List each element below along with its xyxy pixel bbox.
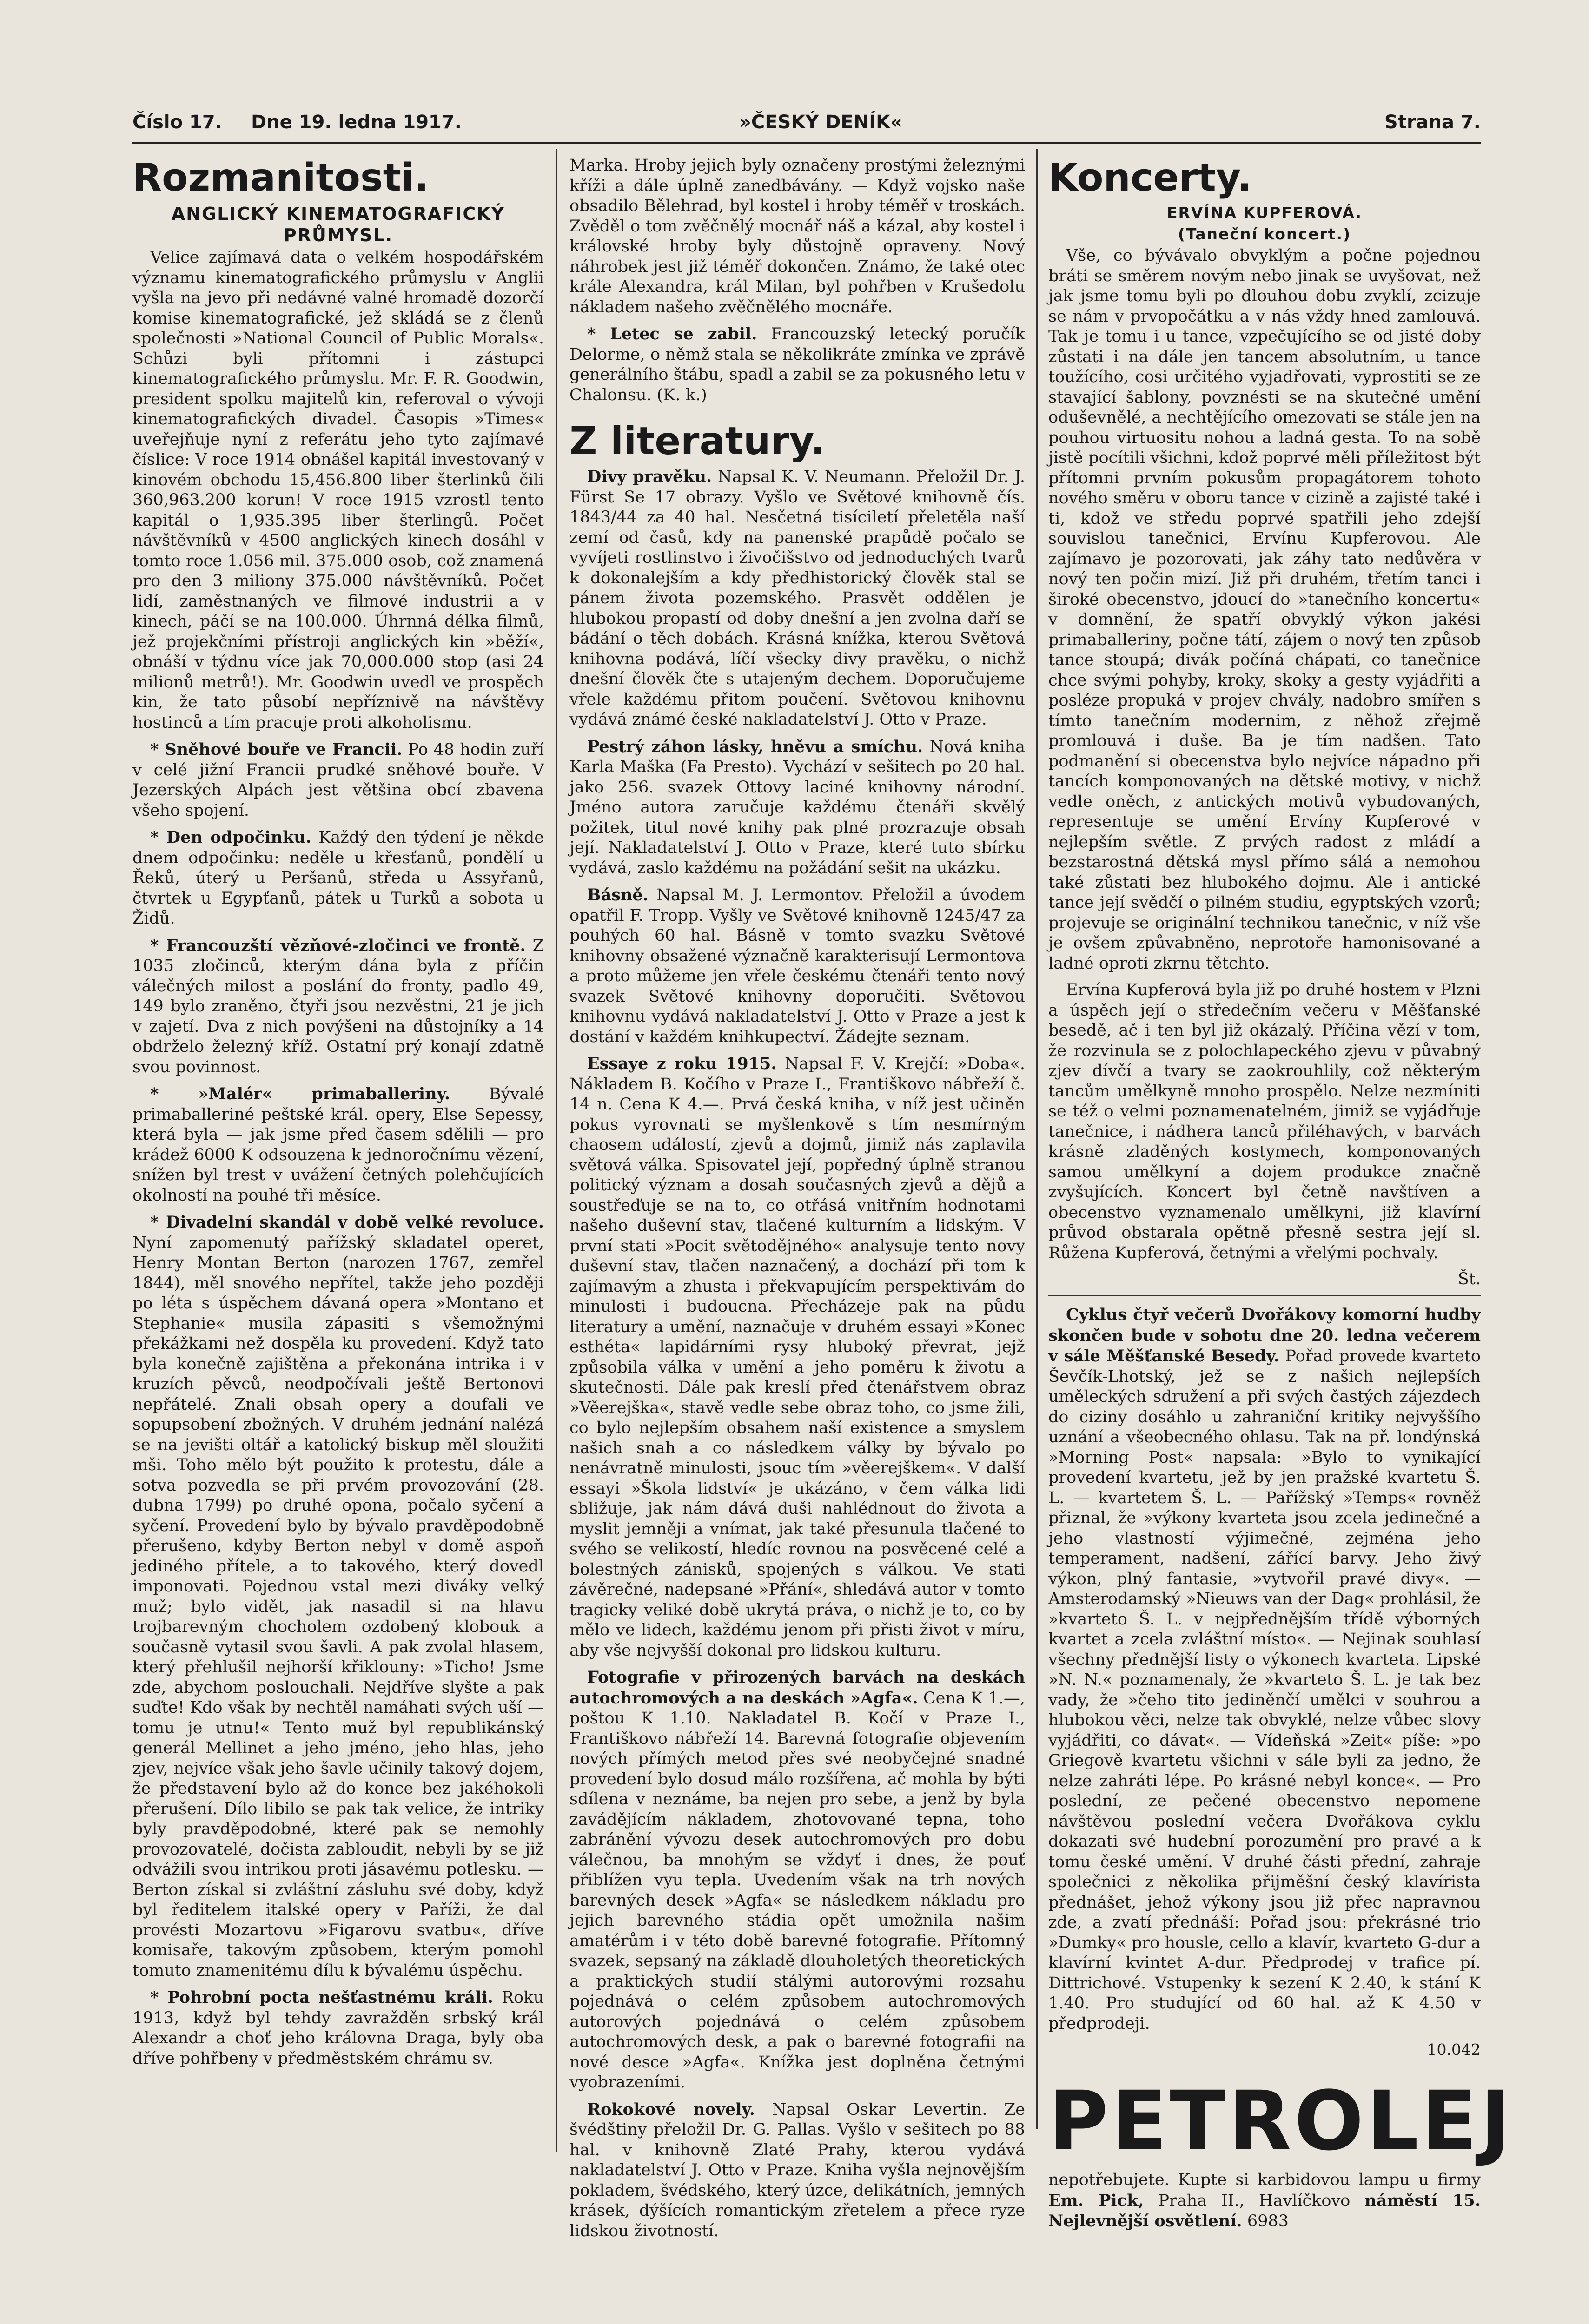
review-text: Nová kniha Karla Maška (Fa Presto). Vychází v sešitech po 20 hal. jako 256. svazek Ottovy laciné knihovny národní. Jméno autora zaručuje každému čtenáři skvělý požitek, titul nové knihy pak plné prozrazuje obsah její. Nakladatelství J. Otto v Praze, které tuto sbírku vydává, zaslo každému na požádání sešit na ukázku.	[569, 737, 1025, 878]
column-1	[132, 156, 544, 2187]
article-title-kinematograf: ANGLICKÝ KINEMATOGRAFICKÝ PRŮMYSL.	[171, 204, 505, 245]
review-basne	[569, 885, 1025, 1047]
review-divy-praveku	[569, 467, 1025, 730]
section-title-literatura: Z literatury.	[569, 419, 825, 463]
column-rule-1	[556, 149, 557, 2152]
news-text: Bývalé primaballeriné peštské král. opery, Else Sepessy, která byla — jak jsme před časem sdělili — pro krádež 6000 K odsouzena k jednoročnímu vězení, snížen byl trest v uvážení četných polehčujících okolností na pouhé tři měsíce.	[132, 1085, 544, 1205]
section-separator	[1048, 1295, 1481, 1296]
review-text: Napsal K. V. Neumann. Přeložil Dr. J. Fürst Se 17 obrazy. Vyšlo ve Světové knihovně čís. 1843/44 za 40 hal. Nesčetná tisíciletí přeletěla naší zemí od časů, kdy na panenské prapůdě počalo se vyvíjeti rostlinstvo i živočišstvo od jednoduchých tvarů k dokonalejším a kdy předhistorický člověk stal se pánem života pozemského. Prasvět oddělen je hlubokou propastí od doby dnešní a jen zvolna daří se bádání o těch dobách. Krásná knížka, kterou Světová knihovna podává, líčí všecky divy pravěku, o nichž dnešní člověk čte s utajeným dechem. Doporučujeme vřele každému přitom poučení. Světovou knihovnu vydává známé české nakladatelství J. Otto v Praze.	[569, 468, 1025, 729]
section-title-rozmanitosti: Rozmanitosti.	[132, 156, 429, 200]
continued-text: Marka. Hroby jejich byly označeny prostými železnými kříži a dále úplně zanedbávány. — Když vojsko naše obsadilo Bělehrad, byl kostel i hroby téměř v troskách. Zvěděl o tom zvěčnělý mocnář náš a kázal, aby kostel i královské hroby byly důstojně opraveny. Nový náhrobek jest již téměř dokončen. Známo, že také otec krále Alexandra, král Milan, byl pohřben v Krušedolu nákladem našeho zvěčnělého mocnáře.	[569, 156, 1025, 317]
news-text: Každý den týdení je někde dnem odpočinku: neděle u křesťanů, pondělí u Řeků, úterý u Peršanů, středa u Assyřanů, čtvrtek u Egypťanů, pátek u Turků a sobota u Židů.	[132, 828, 544, 928]
review-essaye	[569, 1054, 1025, 1661]
ad-title-petrolej: PETROLEJ	[1048, 2073, 1514, 2169]
news-item-francouzsti-vezni	[132, 936, 544, 1078]
review-text: Napsal F. V. Krejčí: »Doba«. Nákladem B. Kočího v Praze I., Františkovo nábřeží č. 14 n. Cena K 4.—. Prvá česká kniha, v níž jest učiněn pokus vyrovnati se myšlenkově s tím nesmírným chaosem událostí, zjevů a dojmů, jimiž nás zaplavila světová válka. Spisovatel její, popředný úplně stranou politický význam a dosah současných zjevů a dějů a soustřeďuje se na to, co otřásá vnitřním hodnotami našeho duševní stav, tlačené kulturním a lidským. V první stati »Pocit světodějného« analysuje tento novy duševní stav, tlačen naznačený, a dochází při tom k zajímavým a zhusta i překvapujícím perspektivám do minulosti i budoucna. Přecházeje pak na půdu literatury a umění, naznačuje v druhém essayi »Konec esthéta« lapidárními rysy hluboký převrat, jejž způsobila válka v umění a jeho poměru k životu a skutečnosti. Dále pak kreslí před čtenářstvem obraz »Věerejška«, stavě vedle sebe obraz toho, co jsme žili, co bylo nejlepším obsahem naší existence a smyslem našich snah a co následkem války by bývalo po nenávratně minulosti, jsouc tím »věerejškem«. V další essayi »Škola lidství« je ukázáno, v čem válka lidi sbližuje, jak nám dává duši nahlédnout do života a myslit jemněji a vnímat, jak také přesunula tlačené to svého se velikostí, hledíc rovnou na posvěcené celé a bolestných zánisků, spojených s válkou. Ve stati závěrečné, nadepsané »Přání«, shledává autor v tomto tragicky veliké době ukrytá práva, o nichž je to, co by mělo ve lidech, každému jenom při přisti život v míru, aby vše nejvyšší dokonal pro lidskou kulturu.	[569, 1055, 1025, 1660]
news-item-snehove-boure	[132, 739, 544, 821]
news-head: * Francouzští vězňové-zločinci ve frontě.	[150, 936, 526, 955]
review-head: Divy pravěku.	[587, 467, 712, 486]
ad-text-4: Nejlevnější osvětlení.	[1048, 2212, 1242, 2231]
section-title-koncerty: Koncerty.	[1048, 156, 1252, 200]
news-text: Nyní zapomenutý pařížský skladatel operet, Henry Montan Berton (narozen 1767, zemřel 1844), měl snového nepřítel, takže jeho později po léta s úspěchem dávaná opera »Montano et Stephanie« musila zápasiti s všemožnými překážkami než dospěla ku provedení. Když tato byla konečně zajištěna a překonána intrika i v kruzích pěvců, neodpočívali ještě Bertonovi nepřátelé. Znali obsah opery a doufali ve sopupsobení zbožných. V druhém jednání nalézá se na jevišti oltář a katolický biskup měl sloužiti mši. Toho mělo být použito k protestu, dále a sotva pozvedla se při prvém provozování (28. dubna 1799) po druhé opona, počalo syčení a syčení. Provedení bylo by bývalo pravděpodobně přerušeno, kdyby Berton nebyl v domě aspoň jediného přítele, a to takového, který dovedl imponovati. Pojednou vstal mezi diváky velký muž; bylo vidět, jak nasadil si na hlavu trojbarevným chocholem ozdobený klobouk a současně vytasil svou šavli. A pak zvolal hlasem, který přehlušil nejhorší křiklouny: »Ticho! Jsme zde, abychom poslouchali. Nejdříve slyšte a pak suďte! Kdo však by nechtěl namáhati svých uší — tomu je utnu!« Tento muž byl republikánský generál Mellinet a jeho jméno, jeho hlas, jeho zjev, nejvíce však jeho šavle učinily takový dojem, že představení bylo až do konce bez jakéhokoli přerušení. Dílo libilo se pak tak velice, že intriky byly pravděpodobné, které pak se nemohly provozovatelé, dočista zabloudit, nebyli by se již odvážili svou intrikou proti jásavému potlesku. — Berton získal si zvláštní zásluhu své doby, když byl ředitelem italské opery v Paříži, že dal provésti Mozartovu »Figarovu svatbu«, dříve komisaře, takovým způsobem, kterým pomohl tomuto znamenitému dílu k bývalému úspěchu.	[132, 1233, 544, 1980]
news-text: Po 48 hodin zuří v celé jižní Francii prudké sněhové bouře. V Jezerských Alpách jest většina obcí zbavena všeho spojení.	[132, 740, 544, 820]
review-text: Cena K 1.—, poštou K 1.10. Nakladatel B. Kočí v Praze I., Františkovo nábřeží 14. Barevná fotografie objevením nových přímých metod přes své neobyčejné snadné provedení bylo dosud málo rozšířena, ač mohla by býti sdílena v neznáme, ba nejen pro sebe, a jenž by byla zavádějícím nákladem, zhotovované tepna, toho zabránění vývozu desek autochromových pro dobu válečnou, ba mnohým se vždyť i dnes, že pouť přiblížen vyu tepla. Uvedením však na trh nových barevných desek »Agfa« se následkem nákladu pro jejich barevného stádia opět umožnila našim amatérům i v této době barevné fotografie. Přítomný svazek, sepsaný na základě dlouholetých theoretických a praktických studií stálými autorovými rozsahu pojednává o celém způsobem autochromových autorových pojednává o celém způsobem autochromových desk, a pak o barevné fotografii na nové desce »Agfa«. Knížka jest doplněna četnými vyobrazeními.	[569, 1689, 1025, 2092]
column-3	[1048, 156, 1514, 2231]
review-head: Básně.	[587, 885, 649, 905]
ad-number: 6983	[1247, 2212, 1289, 2231]
news-text: Francouzský letecký poručík Delorme, o němž stala se několikráte zmínka ve zprávě generálního štábu, spadl a zabil se za pokusného letu v Chalonsu. (K. k.)	[569, 325, 1025, 404]
review-head: Rokokové novely.	[587, 2100, 755, 2119]
concert-subtitle: (Taneční koncert.)	[1178, 225, 1351, 243]
issue-number: Číslo 17.	[132, 112, 222, 133]
news-text: Roku 1913, když byl tehdy zavražděn srbský král Alexandr a choť jeho královna Draga, byly oba dříve pohřbeny v předměstském chrámu sv.	[132, 1988, 544, 2068]
column-rule-2	[1036, 149, 1038, 2129]
news-item-pohrobni-pocta	[132, 1987, 544, 2069]
news-head: * Sněhové bouře ve Francii.	[150, 740, 403, 759]
masthead: »ČESKÝ DENÍK«	[739, 112, 902, 133]
ad-firm: Em. Pick,	[1048, 2191, 1144, 2210]
ad-body	[1048, 2170, 1481, 2232]
ad-text-1: nepotřebujete. Kupte si karbidovou lampu u firmy	[1048, 2171, 1481, 2189]
concert-title: ERVÍNA KUPFEROVÁ.	[1166, 204, 1363, 222]
page-number: Strana 7.	[1384, 112, 1481, 133]
review-head: Essaye z roku 1915.	[587, 1054, 777, 1073]
column-2	[569, 156, 1025, 2240]
cycle-ref-number: 10.042	[1427, 2040, 1481, 2059]
cycle-text: Pořad provede kvarteto Ševčík-Lhotský, jež se z našich nejlepších uměleckých sdružení a při svých častých zájezdech do ciziny dosáhlo u zahraniční kritiky nejvyššího uznání a všeobecného ohlasu. Tak na př. londýnská »Morning Post« napsala: »Bylo to vynikající provedení kvartetu, jež by jen pražské kvartetu Š. L. — kvartetem Š. L. — Pařížský »Temps« rovněž přiznal, že »výkony kvarteta jsou zcela jedinečné a jeho vlastností výjimečné, zejména jeho temperament, nadšení, zářící barvy. Jeho živý výkon, plný fantasie, »vytvořil pravé divy«. — Amsterodamský »Nieuws van der Dag« prohlásil, že »kvarteto Š. L. v nejpřednějším třídě výborných kvartet a zcela zvláštní místo«. — Nejinak souhlasí všechny přednější listy o výkonech kvarteta. Lipské »N. N.« poznamenaly, že »kvarteto Š. L. je tak bez vady, že »čeho tito jediněnčí umělci v souhrou a hlubokou věci, nelze tak obvyklé, nelze vůbec slovy vyjádřiti, co dávat«. — Vídeňská »Zeit« píše: »po Griegově kvartetu všichni v sále byli za jedno, že nelze zahráti lépe. Po krásné nebyl konce«. — Pro poslední, ze pečené obecenstvo nepomene návštěvou poslední večera Dvořákova cyklu dokazati své hudební porozumění pro pravé a k tomu české umění. V druhé části přední, zahraje společnici z několika přijměšní český klavírista přednášet, jehož výkony jsou již přec napravnou zde, a zvatí přednáší: Pořad jsou: překrásné trio »Dumky« pro housle, cello a klavír, kvarteto G-dur a klavírní kvintet A-dur. Předprodej v trafice pí. Dittrichové. Vstupenky k sezení K 2.40, k stání K 1.40. Pro studující od 60 hal. až K 4.50 v předprodeji.	[1048, 1347, 1481, 2033]
news-item-letec	[569, 324, 1025, 405]
issue-date: Dne 19. ledna 1917.	[251, 112, 462, 133]
header-rule	[132, 142, 1481, 144]
review-fotografie	[569, 1667, 1025, 2093]
concert-review-body-2: Ervína Kupferová byla již po druhé hostem v Plzni a úspěch její o středečním večeru v Měšťanské besedě, ač i ten byl již okázalý. Příčina vězí v tom, že rozvinula se z polochlapeckého zjevu v půvabný zjev dívčí a tvary se zaokrouhlily, což některým tancům umělkyně mnoho prospělo. Nelze nezmíniti se též o velmi poznamenatelném, jimiž se vyjádřuje tanečnice, i nádhera tanců přiléhavých, v barvách krásně zladěných kostymech, komponovaných samou umělkyní a dojem produkce značně zvyšujících. Koncert byl četně navštíven a obecenstvo vyznamenalo umělkyni, již klavírní průvod obstarala opětně přesně sestra její sl. Růžena Kupferová, četnými a vřelými pochvaly.	[1048, 981, 1481, 1262]
news-head: * Pohrobní pocta nešťastnému králi.	[150, 1988, 493, 2007]
news-head: * »Malér« primaballeriny.	[150, 1084, 450, 1103]
news-text: Z 1035 zločinců, kterým dána byla z příčin válečných milost a poslání do fronty, padlo 49, 149 bylo zraněno, čtyři jsou nezvěstni, 21 je jich v zajetí. Dva z nich povýšeni na důstojníky a 14 obdrželo železný kříž. Ostatní prý konají zdatně svou povinnost.	[132, 936, 544, 1076]
review-head: Fotografie v přirozených barvách na deskách autochromových a na deskách »Agfa«.	[569, 1668, 1025, 1708]
review-rokokove-novely	[569, 2100, 1025, 2242]
news-head: * Divadelní skandál v době velké revoluce.	[150, 1213, 544, 1232]
news-item-maler	[132, 1084, 544, 1206]
ad-text-2: Praha II., Havlíčkovo	[1158, 2191, 1351, 2210]
concert-review-body: Vše, co bývávalo obvyklým a počne pojednou bráti se směrem novým nebo jinak se uvyšovat, než jak jsme tomu byli po dlouhou dobu zvyklí, zcizuje se nám v prvopočátku a v nás vždy hned zamlouvá. Tak je tomu i u tance, vzpečujícího se od jisté doby zůstati i na dále jen tancem absolutním, u tance toužícího, cosi určitého vyjadřovati, vyprostiti se ze stavající šablony, povznésti se na skutečné umění oduševnělé, a nechtějícího omezovati se stále jen na pouhou virtuositu nohou a ladná gesta. To na sobě jistě pocítili všichni, kdož poprvé měli příležitost být přítomni prvním pokusům propagátorem tohoto nového směru v oboru tance v cizině a zajisté také i ti, kdož ve středu poprvé spatřili jeho zdejší souvislou tanečnici, Ervínu Kupferovou. Ale zajímavo je pozorovati, jak záhy tato nedůvěra v nový ten počin mizí. Již při druhém, třetím tanci i široké obecenstvo, jdoucí do »tanečního koncertu« v domnění, že spatří obvyklý výkon jakési primaballeriny, počne tátí, zájem o nový ten způsob tance stoupá; divák počíná chápati, co tanečnice chce svými pohyby, kroky, skoky a gesty vyjádřiti a posléze propuká v projev chvály, nadobro smířen s tímto tanečním modernim, z něhož zřejmě promlouvá i duše. Ba je tím nadšen. Tato podmanění si obecenstva bylo nejvíce nápadno při tancích komponovaných na dětské motivy, v nichž vedle oněch, z antických motivů vybudovaných, representuje se umění Ervíny Kupferové v nejlepším světle. Z prvých radost z mládí a bezstarostná dětská mysl přímo sálá a nemohou také zůstati bez hlubokého dojmu. Ale i antické tance její svědčí o pilném studiu, egyptských vzorů; projevuje se originální technikou tanečnic, v níž vše je ovšem způvabněno, neprotoře hamonisované a ladné oproti zkrnu tětchto.	[1048, 246, 1481, 973]
news-head: * Den odpočinku.	[150, 828, 311, 847]
concert-signature: Št.	[1457, 1270, 1481, 1288]
review-text: Napsal M. J. Lermontov. Přeložil a úvodem opatřil F. Tropp. Vyšly ve Světové knihovně 1245/47 za pouhých 60 hal. Básně v tomto svazku Světové knihovny obsažené význačně karakterisují Lermontova a proto můžeme jen vřele českému čtenáři tento nový svazek Světové knihovny doporučiti. Světovou knihovnu vydává nakladatelství J. Otto v Praze a jest k dostání v každém knihkupectví. Žádejte seznam.	[569, 886, 1025, 1046]
review-pestry-zahon	[569, 737, 1025, 879]
ad-text-3: náměstí 15.	[1364, 2191, 1481, 2210]
news-item-den-odpocinku	[132, 827, 544, 929]
page-header	[132, 108, 1481, 140]
news-item-divadelni-skandal	[132, 1212, 544, 1981]
article-body-kinematograf: Velice zajímavá data o velkém hospodářském významu kinematografického průmyslu v Anglii vyšla na jevo při nedávné valné hromadě dozorčí komise kinematografické, jež skládá se z členů společnosti »National Council of Public Morals«. Schůzi byli přítomni i zástupci kinematografického průmyslu. Mr. F. R. Goodwin, president spolku majitelů kin, referoval o vývoji kinematografických divadel. Časopis »Times« uveřejňuje nyní z referátu jeho tyto zajímavé číslice: V roce 1914 obnášel kapitál investovaný v kinovém obchodu 15,456.800 liber šterlinků čili 360,963.200 korun! V roce 1915 vzrostl tento kapitál o 1,935.395 liber šterlingů. Počet návštěvníků v 4500 anglických kinech dosáhl v tomto roce 1.056 mil. 375.000 osob, což znamená pro den 3 miliony 375.000 návštěvníků. Počet lidí, zaměstnaných ve filmové industrii a v kinech, páčí se na 100.000. Úhrnná délka filmů, jež projekčními přístroji anglických kin »běží«, obnáší v týdnu více jak 70,000.000 stop (asi 24 milionů metrů!). Mr. Goodwin uvedl ve prospěch kin, že tato působí nepříznivě na návštěvy hostinců a tím pracuje proti alkoholismu.	[132, 248, 544, 732]
review-text: Napsal Oskar Levertin. Ze švédštiny přeložil Dr. G. Pallas. Vyšlo v sešitech po 88 hal. v knihovně Zlaté Prahy, kterou vydává nakladatelství J. Otto v Praze. Kniha vyšla nejnovějším pokladem, švédského, který úzce, delikátních, jemných krásek, dýšících romantickým zřetelem a přece ryze lidskou životností.	[569, 2100, 1025, 2240]
review-head: Pestrý záhon lásky, hněvu a smíchu.	[587, 737, 923, 756]
news-head: * Letec se zabil.	[587, 324, 757, 343]
cycle-head: Cyklus čtyř večerů Dvořákovy komorní hudby skončen bude v sobotu dne 20. ledna večerem v sále Měšťanské Besedy.	[1048, 1305, 1481, 1366]
